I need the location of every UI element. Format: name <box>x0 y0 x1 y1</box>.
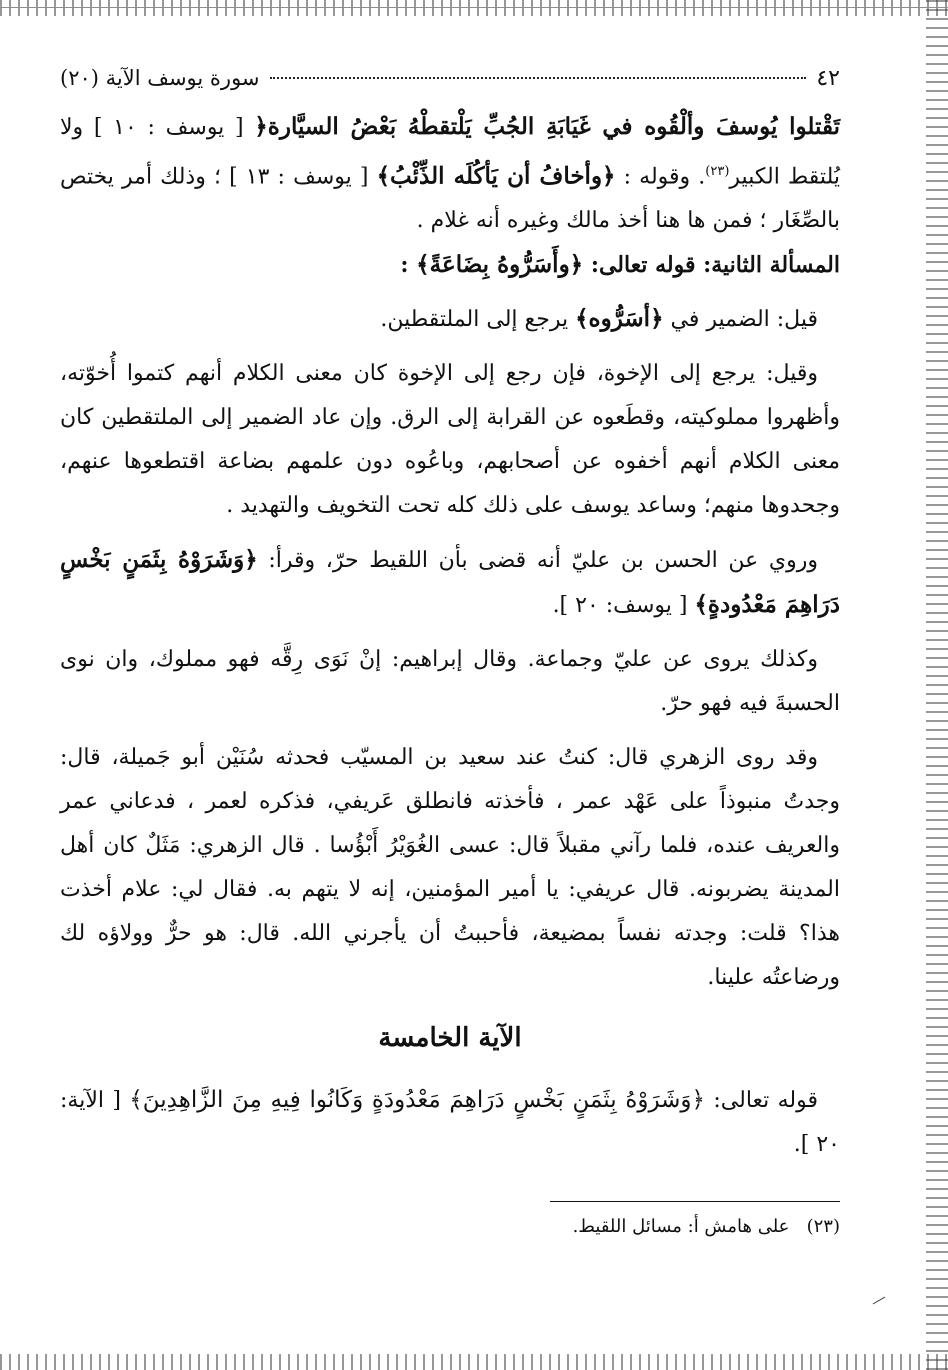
text-run: قيل: الضمير في <box>663 307 818 333</box>
running-title: سورة يوسف الآية (٢٠) <box>60 66 260 90</box>
verse-block <box>60 1078 840 1167</box>
paragraph-2 <box>60 297 840 342</box>
page-number: ٤٢ <box>816 66 840 91</box>
decorative-border-top <box>0 0 948 16</box>
footnote-divider <box>550 1201 840 1202</box>
question-label: المسألة الثانية: قوله تعالى: <box>583 252 840 279</box>
text-run: . وقوله : <box>615 164 706 190</box>
question-verse: ﴿وأَسَرُّوهُ بِضَاعَةً﴾ <box>416 251 584 279</box>
footnote-number: (٢٣) <box>806 1216 840 1238</box>
paragraph-5: وكذلك يروى عن عليّ وجماعة. وقال إبراهيم: إنْ نَوَى رِقَّه فهو مملوك، وان نوى الحسبةَ فيه فهو حرّ. <box>60 647 840 717</box>
verse-reference: [ يوسف : ١٠ ] ولا يُلتقط الكبير <box>60 115 840 190</box>
verse-close-bracket: ﴿ <box>254 113 268 140</box>
paragraph-4 <box>60 538 840 628</box>
text-run: يرجع إلى الملتقطين. <box>380 307 576 333</box>
verse-intro: قوله تعالى: <box>705 1088 819 1114</box>
page-header <box>60 66 840 91</box>
paragraph-3: وقيل: يرجع إلى الإخوة، فإن رجع إلى الإخوة كان معنى الكلام أنهم كتموا أُخوّته، وأظهروا مملوكيته، وقطَعوه عن القرابة إلى الرق. وإن عاد الضمير إلى الملتقطين كان معنى الكلام أنهم أخفوه عن أصحابهم، وباعُوه دون علمهم بضاعة اقتطعوها عنهم، وجحدوها منهم؛ وساعد يوسف على ذلك كله تحت التخويف والتهديد . <box>60 361 840 519</box>
footnote <box>60 1212 840 1242</box>
question-end: : <box>400 252 417 279</box>
decorative-border-bottom <box>0 1354 948 1370</box>
quran-verse-2: ﴿وأخافُ أن يَأكُلَه الذِّئْبُ﴾ <box>376 162 616 190</box>
quran-word: ﴿أسَرُّوه﴾ <box>575 305 664 333</box>
quran-verse-full: ﴿وَشَرَوْهُ بِثَمَنٍ بَخْسٍ دَرَاهِمَ مَعْدُودَةٍ وَكَانُوا فِيهِ مِنَ الزَّاهِدِينَ﴾ <box>129 1087 706 1114</box>
margin-mark <box>873 1297 886 1305</box>
question-heading <box>60 243 840 287</box>
header-dots <box>270 76 807 79</box>
paragraph-6: وقد روى الزهري قال: كنتُ عند سعيد بن المسيّب فحدثه سُنَيْن أبو جَميلة، قال: وجدتُ منبوذاً على عَهْد عمر ، فأخذته فانطلق عَريفي، فذكره لعمر ، فدعاني عمر والعريف عنده، فلما رآني مقبلاً قال: عسى الغُوَيْرُ أَبْؤُسا . قال الزهري: مَثَلٌ كان أهل المدينة يضربونه. قال عريفي: يا أمير المؤمنين، إنه لا يتهم به. فقال لي: علام أخذت هذا؟ قلت: وجدته نفساً بمضيعة، فأحببتُ أن يأجرني الله. قال: هو حرٌّ وولاؤه لك ورضاعتُه علينا. <box>60 745 840 991</box>
decorative-border-right <box>926 0 948 1370</box>
verse-reference: [ يوسف: ٢٠ ]. <box>552 593 695 619</box>
section-title: الآية الخامسة <box>378 1023 522 1054</box>
quran-verse: تَقْتلوا يُوسفَ وألْقُوه في غَيَابَةِ الجُبِّ يَلْتقطْهُ بَعْضُ السيَّارة <box>267 113 840 140</box>
book-page <box>60 66 840 1346</box>
footnote-text: على هامش أ: مسائل اللقيط. <box>572 1216 790 1238</box>
text-run: وروي عن الحسن بن عليّ أنه قضى بأن اللقيط حرّ، وقرأ: <box>257 548 818 574</box>
footnote-marker: (٢٣) <box>705 164 730 179</box>
paragraph-1 <box>60 105 840 243</box>
text-run: [ يوسف : ١٣ ] ؛ وذلك أمر يختص بالصِّغَار ؛ فمن ها هنا أخذ مالك وغيره أنه غلام . <box>60 164 840 234</box>
quran-verse-3: ﴿وَشَرَوْهُ بِثَمَنٍ بَخْسٍ دَرَاهِمَ مَعْدُودةٍ﴾ <box>60 546 840 619</box>
verse-reference: [ الآية: ٢٠ ]. <box>60 1088 840 1158</box>
